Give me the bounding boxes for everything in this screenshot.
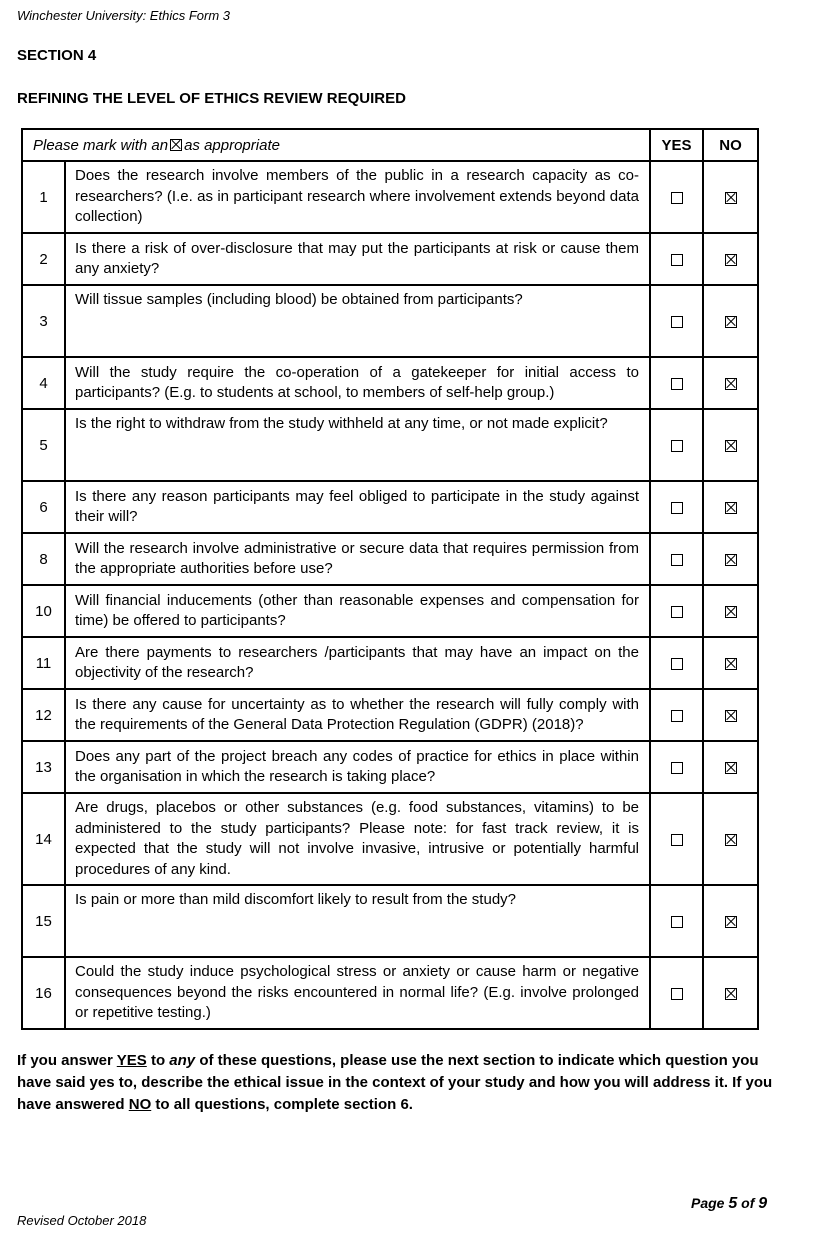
ethics-questions-table <box>21 128 759 1030</box>
question-number: 4 <box>22 357 65 409</box>
question-number: 1 <box>22 161 65 233</box>
note-any: any <box>169 1052 196 1069</box>
table-header-row <box>22 129 758 161</box>
page-total: 9 <box>758 1195 768 1212</box>
revised-date: Revised October 2018 <box>17 1213 147 1228</box>
yes-checkbox[interactable] <box>671 658 683 670</box>
no-checkbox[interactable] <box>725 316 737 328</box>
no-cell <box>703 689 758 741</box>
no-cell <box>703 637 758 689</box>
question-row <box>22 637 758 689</box>
no-checkbox[interactable] <box>725 502 737 514</box>
question-text: Will the research involve administrative or secure data that requires permission from the appropriate authorities before use? <box>65 533 650 585</box>
question-text: Is there any reason participants may feel obliged to participate in the study against their will? <box>65 481 650 533</box>
question-row <box>22 585 758 637</box>
question-number: 8 <box>22 533 65 585</box>
no-cell <box>703 533 758 585</box>
question-row <box>22 689 758 741</box>
note-text-2: to <box>150 1052 166 1069</box>
yes-checkbox[interactable] <box>671 378 683 390</box>
no-checkbox[interactable] <box>725 254 737 266</box>
no-cell <box>703 741 758 793</box>
question-number: 10 <box>22 585 65 637</box>
question-text: Will financial inducements (other than reasonable expenses and compensation for time) be offered to participants? <box>65 585 650 637</box>
question-number: 11 <box>22 637 65 689</box>
yes-cell <box>650 533 703 585</box>
note-yes: YES <box>116 1052 147 1069</box>
yes-cell <box>650 481 703 533</box>
no-checkbox[interactable] <box>725 658 737 670</box>
question-number: 5 <box>22 409 65 481</box>
no-cell <box>703 285 758 357</box>
question-text: Is pain or more than mild discomfort likely to result from the study? <box>65 885 650 957</box>
yes-checkbox[interactable] <box>671 254 683 266</box>
question-number: 14 <box>22 793 65 885</box>
yes-checkbox[interactable] <box>671 502 683 514</box>
yes-cell <box>650 585 703 637</box>
no-checkbox[interactable] <box>725 192 737 204</box>
no-cell <box>703 233 758 285</box>
note-text-4: to all questions, complete section 6. <box>155 1096 413 1113</box>
question-text: Does the research involve members of the public in a research capacity as co-researchers? (I.e. as in participant research where involvement extends beyond data collection) <box>65 161 650 233</box>
section-label: SECTION 4 <box>17 47 97 64</box>
no-cell <box>703 585 758 637</box>
no-cell <box>703 481 758 533</box>
question-text: Is the right to withdraw from the study withheld at any time, or not made explicit? <box>65 409 650 481</box>
page-number <box>691 1195 767 1213</box>
yes-cell <box>650 409 703 481</box>
note-text-3: of these questions, please use the next section to indicate which question you have said yes to, describe the ethical issue in the context of your study and how you will address it. If you have answered <box>17 1052 773 1113</box>
no-checkbox[interactable] <box>725 440 737 452</box>
question-row <box>22 233 758 285</box>
yes-checkbox[interactable] <box>671 916 683 928</box>
yes-cell <box>650 957 703 1029</box>
question-text: Is there a risk of over-disclosure that may put the participants at risk or cause them any anxiety? <box>65 233 650 285</box>
instruction-post: as appropriate <box>184 136 280 154</box>
question-text: Are drugs, placebos or other substances (e.g. food substances, vitamins) to be administered to the study participants? Please note: for fast track review, it is expected that the study will not involve invasive, intrusive or potentially harmful procedures of any kind. <box>65 793 650 885</box>
section-subtitle: REFINING THE LEVEL OF ETHICS REVIEW REQUIRED <box>17 90 406 107</box>
instruction-cell <box>22 129 650 161</box>
no-cell <box>703 161 758 233</box>
note-no: NO <box>128 1096 152 1113</box>
yes-cell <box>650 885 703 957</box>
question-text: Does any part of the project breach any codes of practice for ethics in place within the organisation in which the research is taking place? <box>65 741 650 793</box>
yes-checkbox[interactable] <box>671 762 683 774</box>
question-row <box>22 741 758 793</box>
page-label: Page <box>691 1195 725 1211</box>
question-text: Will the study require the co-operation of a gatekeeper for initial access to participants? (E.g. to students at school, to members of self-help group.) <box>65 357 650 409</box>
yes-cell <box>650 285 703 357</box>
yes-cell <box>650 357 703 409</box>
no-checkbox[interactable] <box>725 988 737 1000</box>
question-text: Are there payments to researchers /participants that may have an impact on the objectivity of the research? <box>65 637 650 689</box>
no-checkbox[interactable] <box>725 554 737 566</box>
instruction-pre: Please mark with an <box>33 136 169 154</box>
checked-box-icon <box>170 139 182 151</box>
question-row <box>22 357 758 409</box>
question-row <box>22 885 758 957</box>
no-cell <box>703 885 758 957</box>
yes-cell <box>650 161 703 233</box>
no-checkbox[interactable] <box>725 916 737 928</box>
question-row <box>22 409 758 481</box>
no-checkbox[interactable] <box>725 762 737 774</box>
yes-cell <box>650 741 703 793</box>
question-number: 15 <box>22 885 65 957</box>
yes-checkbox[interactable] <box>671 606 683 618</box>
no-checkbox[interactable] <box>725 710 737 722</box>
question-number: 2 <box>22 233 65 285</box>
yes-cell <box>650 637 703 689</box>
form-header: Winchester University: Ethics Form 3 <box>17 8 230 23</box>
yes-checkbox[interactable] <box>671 834 683 846</box>
page-current: 5 <box>728 1195 738 1212</box>
instructions-note <box>17 1050 777 1116</box>
question-number: 13 <box>22 741 65 793</box>
no-checkbox[interactable] <box>725 606 737 618</box>
yes-checkbox[interactable] <box>671 710 683 722</box>
question-row <box>22 161 758 233</box>
yes-cell <box>650 233 703 285</box>
question-number: 6 <box>22 481 65 533</box>
question-row <box>22 533 758 585</box>
page-of: of <box>741 1195 755 1211</box>
no-checkbox[interactable] <box>725 378 737 390</box>
question-row <box>22 481 758 533</box>
yes-checkbox[interactable] <box>671 988 683 1000</box>
yes-cell <box>650 689 703 741</box>
question-row <box>22 957 758 1029</box>
yes-checkbox[interactable] <box>671 192 683 204</box>
question-text: Could the study induce psychological stress or anxiety or cause harm or negative consequences beyond the risks encountered in normal life? (E.g. involve prolonged or repetitive testing.) <box>65 957 650 1029</box>
question-text: Will tissue samples (including blood) be obtained from participants? <box>65 285 650 357</box>
question-row <box>22 793 758 885</box>
no-cell <box>703 409 758 481</box>
yes-column-header: YES <box>650 129 703 161</box>
yes-checkbox[interactable] <box>671 440 683 452</box>
yes-checkbox[interactable] <box>671 316 683 328</box>
note-text-1: If you answer <box>17 1052 113 1069</box>
question-number: 12 <box>22 689 65 741</box>
yes-cell <box>650 793 703 885</box>
no-column-header: NO <box>703 129 758 161</box>
question-row <box>22 285 758 357</box>
no-cell <box>703 357 758 409</box>
no-cell <box>703 957 758 1029</box>
no-cell <box>703 793 758 885</box>
question-number: 16 <box>22 957 65 1029</box>
yes-checkbox[interactable] <box>671 554 683 566</box>
question-text: Is there any cause for uncertainty as to whether the research will fully comply with the requirements of the General Data Protection Regulation (GDPR) (2018)? <box>65 689 650 741</box>
no-checkbox[interactable] <box>725 834 737 846</box>
question-number: 3 <box>22 285 65 357</box>
